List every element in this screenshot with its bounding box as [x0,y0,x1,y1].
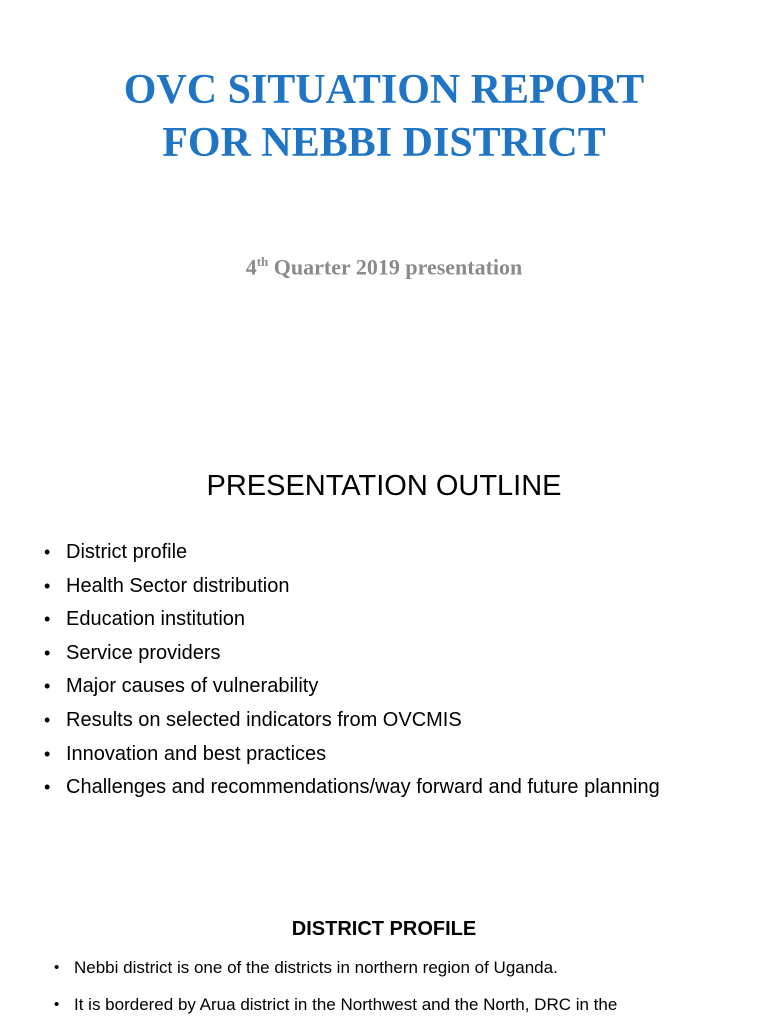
outline-list [44,536,660,805]
outline-slide [0,432,768,864]
subtitle-text: Quarter 2019 presentation [268,254,523,280]
list-item: • Innovation and best practices [44,738,660,772]
title-slide [0,0,768,432]
profile-heading: DISTRICT PROFILE [291,918,477,940]
title-line-1: OVC SITUATION REPORT [123,67,645,113]
list-item: • Health Sector distribution [44,570,660,604]
list-item: • Education institution [44,603,660,637]
subtitle-ordinal: th [256,254,269,269]
report-subtitle [0,254,768,280]
list-item: • Service providers [44,637,660,671]
list-item: • District profile [44,536,660,570]
district-profile-slide [0,864,768,1024]
list-item: • Challenges and recommendations/way forward and future planning [44,771,660,805]
title-line-2: FOR NEBBI DISTRICT [162,120,606,166]
list-item: • It is bordered by Arua district in the Northwest and the North, DRC in the [52,995,742,1015]
profile-list [52,958,742,1024]
subtitle-number: 4 [245,254,257,280]
list-item: • Major causes of vulnerability [44,670,660,704]
report-title [0,64,768,170]
list-item: • Results on selected indicators from OVCMIS [44,704,660,738]
outline-heading: PRESENTATION OUTLINE [206,470,562,502]
list-item: • Nebbi district is one of the districts in northern region of Uganda. [52,958,742,978]
